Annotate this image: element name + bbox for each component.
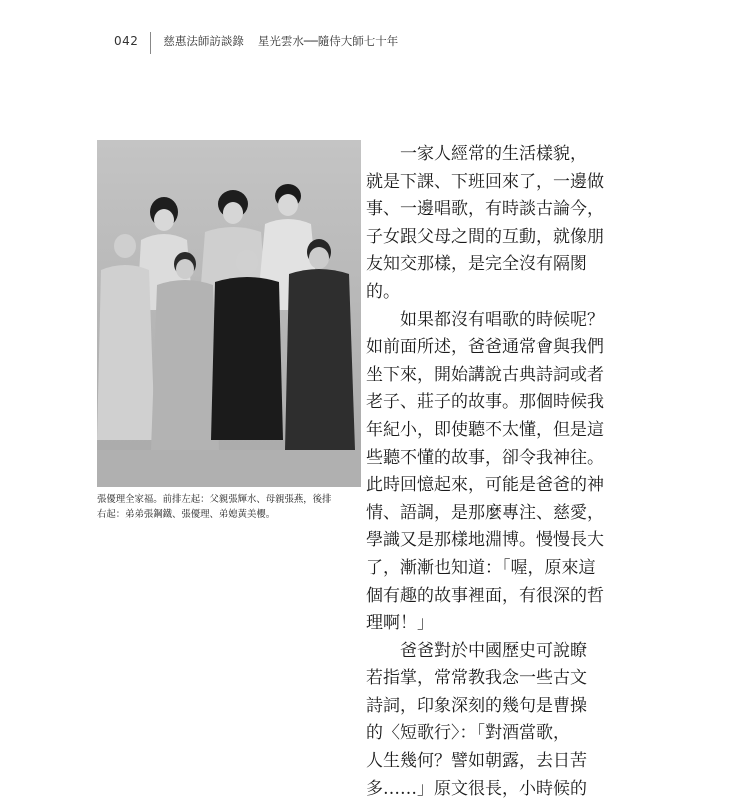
page-number: 042 <box>114 34 139 48</box>
body-line: 詩詞，印象深刻的幾句是曹操 <box>366 695 587 716</box>
body-line: 多……」原文很長，小時候的 <box>366 778 587 799</box>
body-line: 友知交那樣，是完全沒有隔閡 <box>366 254 587 275</box>
book-title: 慈惠法師訪談錄 <box>163 34 244 48</box>
body-line: 的〈短歌行〉：「對酒當歌， <box>366 723 570 744</box>
body-line: 如前面所述，爸爸通常會與我們 <box>366 337 604 358</box>
body-line: 爸爸對於中國歷史可說瞭 <box>400 640 587 661</box>
body-line: 坐下來，開始講說古典詩詞或者 <box>366 364 604 385</box>
body-line: 個有趣的故事裡面，有很深的哲 <box>366 585 604 606</box>
body-line: 情、語調，是那麼專注、慈愛， <box>366 502 604 523</box>
family-photo <box>97 140 361 487</box>
body-line: 子女跟父母之間的互動，就像朋 <box>366 226 604 247</box>
body-line: 老子、莊子的故事。那個時候我 <box>366 392 604 413</box>
body-line: 此時回憶起來，可能是爸爸的神 <box>366 475 604 496</box>
chapter-title: 星光雲水──隨侍大師七十年 <box>257 34 399 48</box>
body-line: 事、一邊唱歌，有時談古論今， <box>366 199 604 220</box>
family-photo-icon <box>97 140 361 487</box>
photo-caption <box>97 492 367 522</box>
body-line: 人生幾何？譬如朝露，去日苦 <box>366 751 587 772</box>
body-text <box>366 141 604 803</box>
header-divider <box>150 32 151 54</box>
body-line: 如果都沒有唱歌的時候呢？ <box>400 309 604 330</box>
body-line: 理啊！」 <box>366 613 434 634</box>
body-line: 了，漸漸也知道：「喔，原來這 <box>366 557 596 578</box>
body-line: 的。 <box>366 281 400 302</box>
caption-line: 右起：弟弟張鋼鐵、張優理、弟媳黃美櫻。 <box>97 509 276 520</box>
running-header <box>114 30 398 52</box>
body-line: 年紀小，即使聽不太懂，但是這 <box>366 419 604 440</box>
body-line: 就是下課、下班回來了，一邊做 <box>366 171 604 192</box>
body-line: 學識又是那樣地淵博。慢慢長大 <box>366 530 604 551</box>
caption-line: 張優理全家福。前排左起：父親張輝水、母親張燕，後排 <box>97 494 332 505</box>
body-line: 若指掌，常常教我念一些古文 <box>366 668 587 689</box>
body-line: 些聽不懂的故事，卻令我神往。 <box>366 447 604 468</box>
body-line: 一家人經常的生活樣貌， <box>400 144 587 164</box>
